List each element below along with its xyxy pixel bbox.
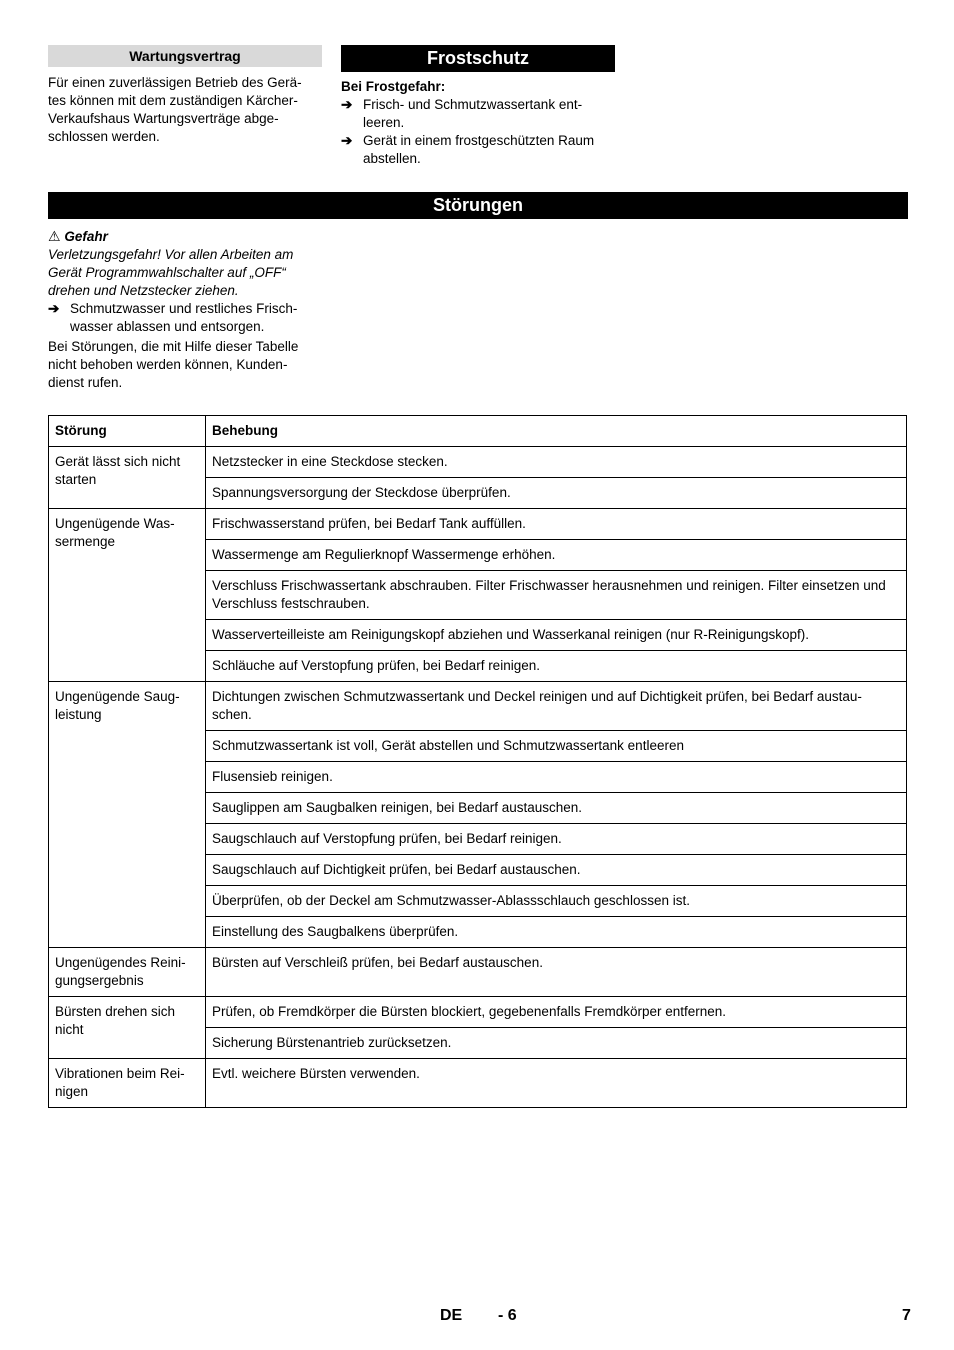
remedy-cell: Flusensieb reinigen. — [206, 762, 907, 793]
danger-text: Verletzungsgefahr! Vor allen Arbeiten am Gerät Programmwahlschalter auf „OFF“ drehen und Netzstecker ziehen. — [48, 247, 294, 298]
remedy-cell: Schmutzwassertank ist voll, Gerät abstellen und Schmutzwassertank entleeren — [206, 731, 907, 762]
remedy-cell: Frischwasserstand prüfen, bei Bedarf Tank auffüllen. — [206, 509, 907, 540]
fault-cell: Bürsten drehen sich nicht — [49, 997, 206, 1059]
maintenance-body — [48, 74, 328, 146]
remedy-cell: Wasserverteilleiste am Reinigungskopf abziehen und Wasserkanal reinigen (nur R-Reinigungskopf). — [206, 620, 907, 651]
column-header-fault: Störung — [49, 416, 206, 447]
table-row — [49, 447, 907, 478]
footer-local-page: - 6 — [498, 1307, 517, 1324]
remedy-cell: Überprüfen, ob der Deckel am Schmutzwasser-Ablassschlauch geschlossen ist. — [206, 886, 907, 917]
remedy-cell: Sicherung Bürstenantrieb zurücksetzen. — [206, 1028, 907, 1059]
footer-language: DE — [440, 1307, 463, 1324]
table-row — [49, 682, 907, 731]
arrow-right-icon: ➔ — [341, 97, 353, 112]
remedy-cell: Sauglippen am Saugbalken reinigen, bei Bedarf austauschen. — [206, 793, 907, 824]
footer-page-number: 7 — [902, 1307, 911, 1324]
frost-item: ➔ Frisch- und Schmutzwassertank ent- leeren. — [341, 97, 583, 130]
remedy-cell: Bürsten auf Verschleiß prüfen, bei Bedarf austauschen. — [206, 948, 907, 997]
arrow-right-icon: ➔ — [48, 301, 60, 316]
maintenance-line: Für einen zuverlässigen Betrieb des Gerä- — [48, 75, 302, 90]
fault-cell: Gerät lässt sich nicht starten — [49, 447, 206, 509]
remedy-cell: Einstellung des Saugbalkens überprüfen. — [206, 917, 907, 948]
warning-triangle-icon: ⚠ — [48, 228, 61, 244]
remedy-cell: Netzstecker in eine Steckdose stecken. — [206, 447, 907, 478]
remedy-cell: Spannungsversorgung der Steckdose überprüfen. — [206, 478, 907, 509]
remedy-cell: Wassermenge am Regulierknopf Wassermenge erhöhen. — [206, 540, 907, 571]
table-row — [49, 948, 907, 997]
remedy-cell: Verschluss Frischwassertank abschrauben. Filter Frischwasser herausnehmen und reinigen. Filter einsetzen und Verschluss festschrauben. — [206, 571, 907, 620]
danger-label: Gefahr — [64, 229, 108, 244]
fault-note: Bei Störungen, die mit Hilfe dieser Tabelle nicht behoben werden können, Kunden- dienst rufen. — [48, 339, 299, 390]
remedy-cell: Saugschlauch auf Dichtigkeit prüfen, bei Bedarf austauschen. — [206, 855, 907, 886]
remedy-cell: Saugschlauch auf Verstopfung prüfen, bei Bedarf reinigen. — [206, 824, 907, 855]
frost-section — [341, 78, 621, 168]
remedy-cell: Evtl. weichere Bürsten verwenden. — [206, 1059, 907, 1108]
maintenance-line: Verkaufshaus Wartungsverträge abge- — [48, 111, 279, 126]
table-header-row — [49, 416, 907, 447]
fault-cell: Ungenügende Saug-leistung — [49, 682, 206, 948]
fault-cell: Vibrationen beim Rei-nigen — [49, 1059, 206, 1108]
table-row — [49, 1059, 907, 1108]
fault-step: ➔ Schmutzwasser und restliches Frisch- wasser ablassen und entsorgen. — [48, 301, 298, 334]
fault-cell: Ungenügendes Reini-gungsergebnis — [49, 948, 206, 997]
remedy-cell: Schläuche auf Verstopfung prüfen, bei Bedarf reinigen. — [206, 651, 907, 682]
faults-table — [48, 415, 907, 1108]
faults-intro — [48, 227, 328, 392]
remedy-cell: Dichtungen zwischen Schmutzwassertank und Deckel reinigen und auf Dichtigkeit prüfen, bei Bedarf austau-schen. — [206, 682, 907, 731]
fault-cell: Ungenügende Was-sermenge — [49, 509, 206, 682]
frost-subheading: Bei Frostgefahr: — [341, 79, 446, 94]
table-row — [49, 509, 907, 540]
table-row — [49, 997, 907, 1028]
frost-item: ➔ Gerät in einem frostgeschützten Raum abstellen. — [341, 133, 595, 166]
arrow-right-icon: ➔ — [341, 133, 353, 148]
maintenance-heading: Wartungsvertrag — [48, 45, 322, 67]
maintenance-line: tes können mit dem zuständigen Kärcher- — [48, 93, 298, 108]
frost-heading: Frostschutz — [341, 45, 615, 72]
column-header-remedy: Behebung — [206, 416, 907, 447]
remedy-cell: Prüfen, ob Fremdkörper die Bürsten blockiert, gegebenenfalls Fremdkörper entfernen. — [206, 997, 907, 1028]
maintenance-line: schlossen werden. — [48, 129, 160, 144]
danger-line — [48, 227, 328, 246]
faults-heading: Störungen — [48, 192, 908, 219]
